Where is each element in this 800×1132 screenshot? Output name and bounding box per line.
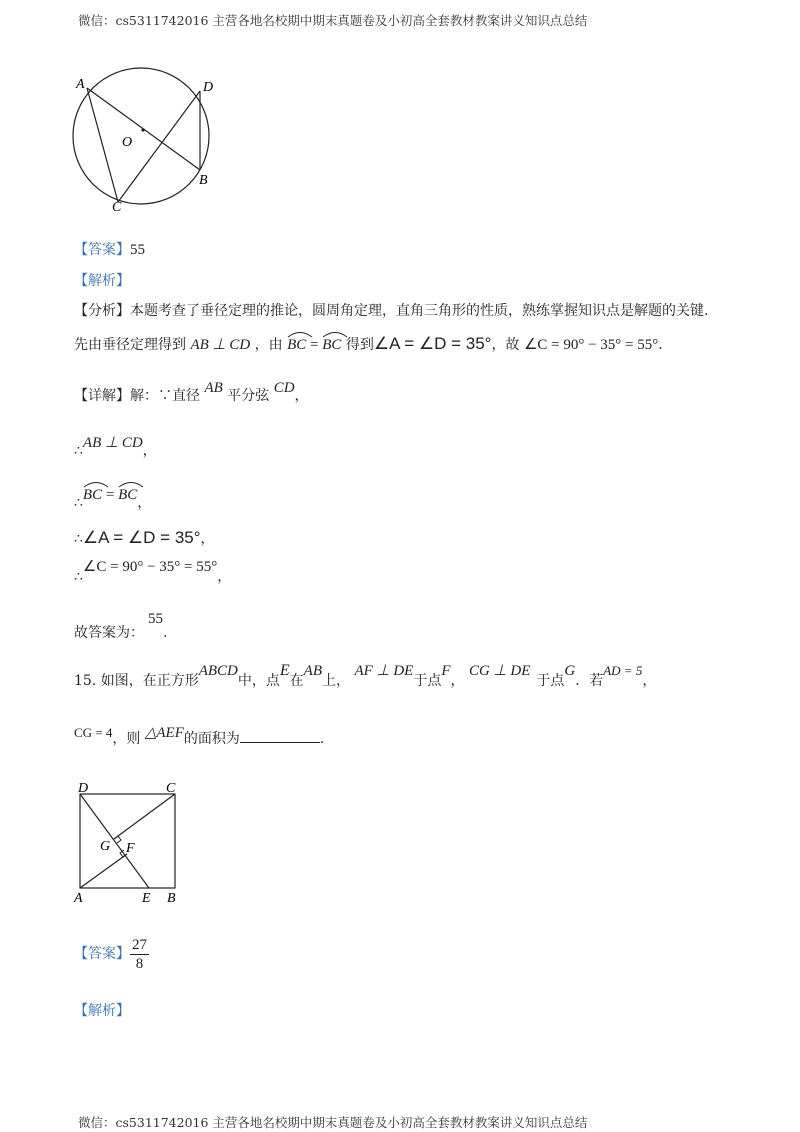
step-3 bbox=[74, 528, 215, 548]
page-header: 微信：cs5311742016 主营各地名校期中期末真题卷及小初高全套教材教案讲义知识点总结 bbox=[78, 13, 588, 28]
q15-answer-tag: 【答案】 bbox=[74, 946, 130, 962]
therefore-4: ∴ bbox=[74, 569, 83, 585]
therefore-1: ∴ bbox=[74, 443, 83, 459]
final-answer bbox=[74, 608, 168, 641]
q15-t3: 上， bbox=[322, 673, 350, 689]
arc-bc-1 bbox=[287, 337, 306, 354]
step-1-comma: ， bbox=[142, 443, 157, 459]
therefore-2: ∴ bbox=[74, 495, 83, 511]
q15-g: G bbox=[564, 663, 576, 679]
step-2-arc-1-label: BC bbox=[82, 487, 103, 503]
step-3-math: ∠A = ∠D = 35° bbox=[82, 528, 201, 547]
circle-figure bbox=[60, 66, 230, 216]
square-figure bbox=[68, 778, 188, 908]
detail-cd: CD bbox=[273, 380, 295, 396]
q15-answer-numerator: 27 bbox=[132, 937, 147, 953]
step-1-math: AB ⊥ CD bbox=[82, 435, 143, 451]
q15-e: E bbox=[279, 662, 290, 679]
final-dot: . bbox=[163, 625, 168, 641]
segment-af bbox=[80, 854, 127, 888]
math-angle-c: ∠C = 90° − 35° = 55° bbox=[523, 337, 659, 353]
q15-num: 15. 如图，在正方形 bbox=[74, 673, 199, 689]
q15-t2: 在 bbox=[289, 673, 304, 689]
step-2 bbox=[74, 484, 152, 511]
step-3-comma: ， bbox=[200, 531, 215, 547]
arc-bc-2-label: BC bbox=[322, 337, 342, 353]
q15-t1: 中，点 bbox=[237, 673, 280, 689]
reasoning-text-4: ，故 bbox=[491, 337, 520, 353]
q15-answer-denominator: 8 bbox=[135, 956, 144, 972]
q15-answer-row bbox=[74, 936, 149, 973]
label-f: F bbox=[126, 841, 135, 856]
detail-comma: ， bbox=[294, 388, 309, 404]
answer-row bbox=[74, 239, 145, 259]
label-e: E bbox=[142, 891, 151, 906]
therefore-3: ∴ bbox=[74, 531, 83, 547]
q15-t7: ．若 bbox=[575, 673, 604, 689]
q15-cg-4: CG = 4 bbox=[74, 725, 113, 740]
detail-text-2: 平分弦 bbox=[227, 388, 270, 404]
step-1 bbox=[74, 432, 157, 459]
step-2-equals: = bbox=[102, 487, 119, 503]
q15-abcd: ABCD bbox=[198, 663, 238, 679]
q15-t11: . bbox=[319, 731, 325, 747]
detail-text-1: 解：∵直径 bbox=[130, 388, 200, 404]
label-a: A bbox=[76, 77, 85, 92]
q15-ab: AB bbox=[303, 663, 322, 679]
segment-de bbox=[80, 794, 149, 888]
q15-t8: ， bbox=[642, 673, 657, 689]
q15-af-perp-de: AF ⊥ DE bbox=[354, 663, 414, 679]
reasoning-text-1: 先由垂径定理得到 bbox=[74, 337, 186, 353]
reasoning-text-3: 得到 bbox=[345, 337, 374, 353]
step-2-arc-2 bbox=[118, 487, 137, 504]
q15-ad-5: AD = 5 bbox=[603, 663, 643, 678]
reasoning-text-5: . bbox=[658, 337, 663, 353]
q15-answer-fraction bbox=[130, 936, 149, 973]
detail-ab: AB bbox=[204, 380, 223, 396]
q15-t5: ， bbox=[450, 673, 465, 689]
label-g: G bbox=[100, 839, 111, 854]
page-footer: 微信：cs5311742016 主营各地名校期中期末真题卷及小初高全套教材教案讲义知识点总结 bbox=[78, 1115, 588, 1130]
answer-value: 55 bbox=[130, 242, 145, 258]
label-a: A bbox=[74, 891, 83, 906]
q15-answer-blank bbox=[240, 728, 320, 743]
center-point bbox=[141, 128, 144, 131]
step-4 bbox=[74, 556, 232, 585]
q15-triangle-aef: △AEF bbox=[144, 725, 184, 741]
q15-line-1 bbox=[74, 660, 657, 689]
q15-analysis-tag: 【解析】 bbox=[74, 1003, 130, 1019]
q15-t4: 于点 bbox=[413, 673, 442, 689]
label-c: C bbox=[166, 781, 176, 796]
label-b: B bbox=[167, 891, 176, 906]
reasoning-text-2: ，由 bbox=[254, 337, 283, 353]
label-o: O bbox=[122, 135, 133, 150]
math-ab-perp-cd: AB ⊥ CD bbox=[190, 337, 251, 353]
step-4-math: ∠C = 90° − 35° = 55° bbox=[82, 559, 218, 575]
arc-bc-1-label: BC bbox=[287, 337, 307, 353]
reasoning-line bbox=[74, 334, 663, 354]
circle bbox=[73, 68, 209, 204]
final-value: 55 bbox=[148, 611, 163, 627]
segment-cg bbox=[114, 794, 175, 839]
final-text: 故答案为： bbox=[74, 625, 144, 641]
detail-tag: 【详解】 bbox=[74, 388, 130, 404]
answer-tag: 【答案】 bbox=[74, 242, 130, 258]
arc-bc-2 bbox=[322, 337, 341, 354]
math-angles-equal: ∠A = ∠D = 35° bbox=[373, 334, 492, 353]
q15-line-2 bbox=[74, 722, 325, 747]
fenxi-text: 本题考查了垂径定理的推论，圆周角定理，直角三角形的性质，熟练掌握知识点是解题的关键. bbox=[130, 303, 709, 319]
analysis-tag: 【解析】 bbox=[74, 273, 130, 289]
detail-row bbox=[74, 380, 309, 405]
label-b: B bbox=[199, 173, 208, 188]
fenxi-tag: 【分析】 bbox=[74, 303, 130, 319]
label-c: C bbox=[112, 200, 122, 215]
fenxi-row bbox=[74, 300, 708, 320]
step-2-comma: ， bbox=[137, 495, 152, 511]
equals-1: = bbox=[306, 337, 323, 353]
label-d: D bbox=[78, 781, 89, 796]
q15-t9: ，则 bbox=[112, 731, 141, 747]
segment-ac bbox=[87, 88, 118, 202]
q15-t10: 的面积为 bbox=[183, 731, 240, 747]
step-2-arc-2-label: BC bbox=[118, 487, 138, 503]
label-d: D bbox=[203, 80, 214, 95]
q15-f: F bbox=[441, 663, 451, 679]
q15-t6: 于点 bbox=[536, 673, 565, 689]
step-2-arc-1 bbox=[83, 487, 102, 504]
q15-cg-perp-de: CG ⊥ DE bbox=[468, 663, 531, 679]
step-4-comma: ， bbox=[217, 569, 232, 585]
